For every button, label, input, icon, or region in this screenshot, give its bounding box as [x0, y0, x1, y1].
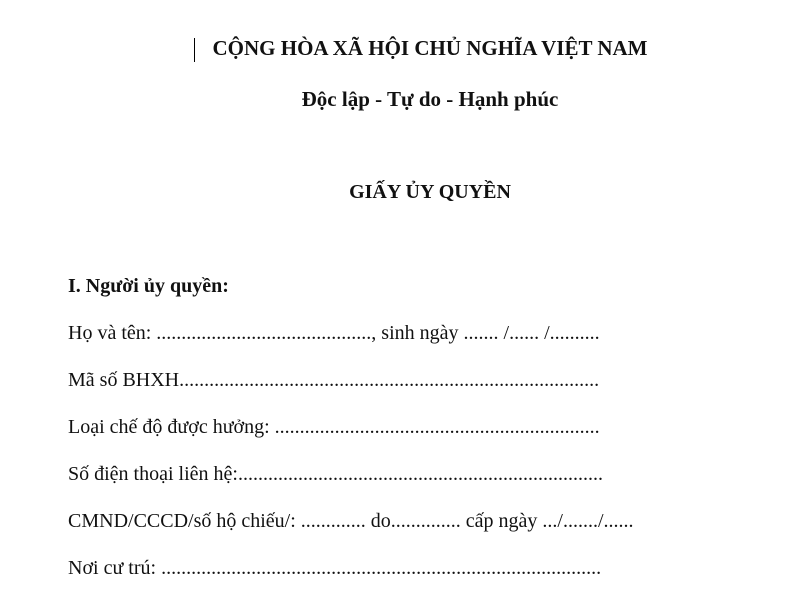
national-motto-heading: CỘNG HÒA XÃ HỘI CHỦ NGHĨA VIỆT NAM	[212, 36, 648, 60]
field-residence[interactable]: Nơi cư trú: ........................................................................................	[68, 557, 602, 579]
field-full-name[interactable]: Họ và tên: ..........................................., sinh ngày ....... /...... /..........	[68, 322, 600, 344]
document-title: GIẤY ỦY QUYỀN	[349, 181, 511, 203]
national-slogan: Độc lập - Tự do - Hạnh phúc	[301, 87, 559, 111]
field-phone-number[interactable]: Số điện thoại liên hệ:.........................................................................	[68, 463, 603, 485]
field-benefit-type[interactable]: Loại chế độ được hưởng: .................................................................	[68, 416, 600, 438]
field-id-document[interactable]: CMND/CCCD/số hộ chiếu/: ............. do.............. cấp ngày .../......./......	[68, 510, 634, 532]
field-social-insurance-number[interactable]: Mã số BHXH....................................................................................	[68, 369, 600, 391]
section-heading-authorizer: I. Người ủy quyền:	[68, 275, 229, 297]
